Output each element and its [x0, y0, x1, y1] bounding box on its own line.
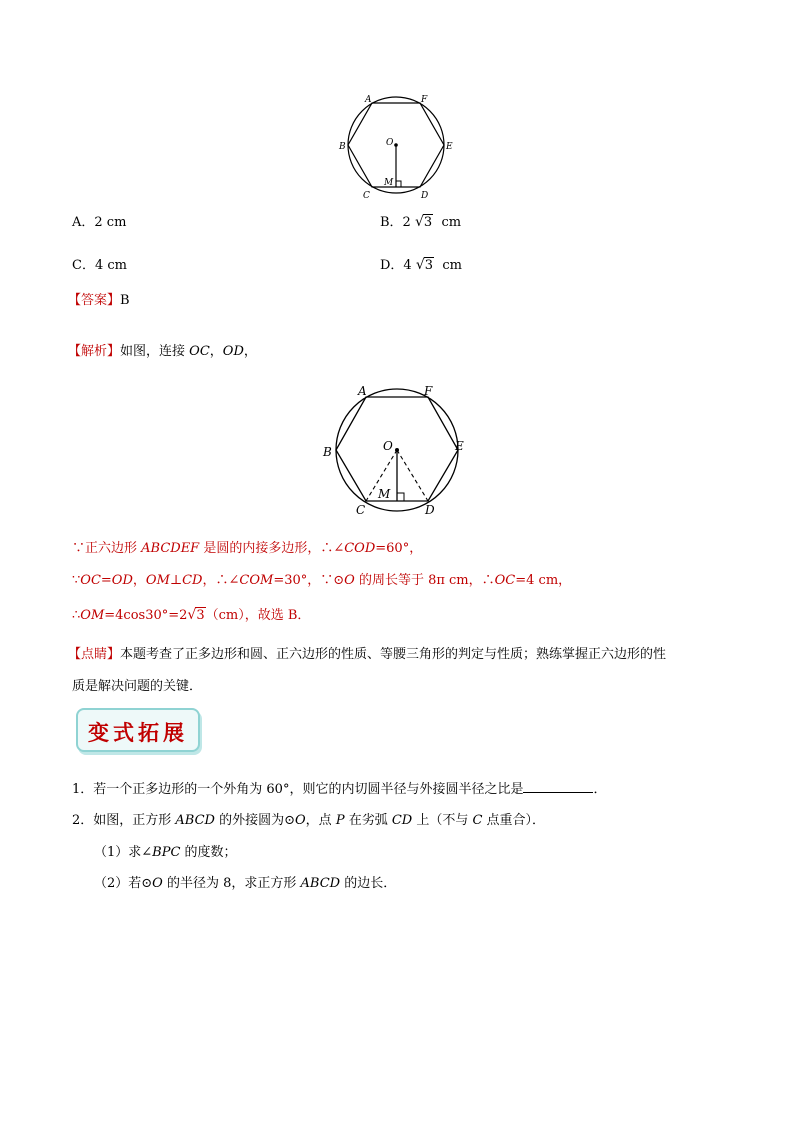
proof-radicand: 3 [196, 608, 205, 623]
proof-line-2 [72, 569, 571, 588]
sqrt-symbol: √3 [187, 607, 205, 623]
label-a: A [358, 384, 367, 398]
label-a: A [365, 95, 372, 105]
option-b-unit: cm [441, 215, 462, 230]
exercise-var: BPC [152, 845, 181, 860]
exercise-text: ，点 [305, 813, 336, 828]
proof-var: CD [182, 573, 203, 588]
answer-value: B [120, 293, 130, 308]
proof-text: 的周长等于 8π cm，∴ [354, 573, 495, 588]
label-c: C [363, 191, 370, 200]
answer-blank[interactable] [523, 780, 593, 793]
proof-text: = [100, 573, 112, 588]
proof-text: 是圆的内接多边形，∴∠ [199, 541, 345, 556]
label-o: O [386, 138, 394, 148]
proof-var: COM [239, 573, 274, 588]
option-d-unit: cm [442, 258, 462, 273]
proof-text: ∴ [72, 608, 81, 623]
analysis-tag: 【解析】 [68, 344, 121, 359]
sqrt-symbol: √3 [414, 214, 433, 230]
sqrt-symbol: √3 [415, 257, 434, 273]
label-e: E [455, 439, 464, 453]
analysis-oc: OC [189, 344, 210, 359]
label-f: F [424, 384, 433, 398]
label-b: B [323, 445, 332, 459]
label-d: D [421, 191, 429, 200]
exercise-text: 的边长． [340, 876, 397, 891]
proof-var: OM [80, 608, 105, 623]
exercise-text: 上（不与 [412, 813, 473, 828]
proof-var: OC [80, 573, 101, 588]
exercise-text: （2）若⊙ [94, 876, 153, 891]
option-a: A．2 cm [72, 215, 127, 230]
figure-hexagon-small [336, 90, 466, 200]
right-angle-mark [397, 493, 404, 501]
proof-text: ，∴∠ [202, 573, 240, 588]
option-b [380, 211, 461, 230]
analysis-od: OD [222, 344, 244, 359]
section-banner [76, 708, 200, 752]
label-f: F [421, 95, 428, 105]
proof-text: =4cos30°=2 [104, 608, 188, 623]
comment-line-2: 质是解决问题的关键． [72, 679, 203, 694]
option-b-prefix: B．2 [380, 215, 411, 230]
option-c: C．4 cm [72, 258, 127, 273]
proof-var: OM [145, 573, 170, 588]
label-b: B [339, 142, 346, 152]
proof-var: OC [494, 573, 516, 588]
label-m: M [384, 178, 394, 188]
exercise-2-part-1 [94, 841, 237, 860]
section-title: 变式拓展 [88, 720, 188, 745]
proof-var: O [344, 573, 355, 588]
proof-text: ∵正六边形 [72, 541, 142, 556]
exercise-var: ABCD [300, 876, 341, 891]
figure-hexagon-large [318, 380, 478, 520]
analysis-sep: ， [209, 344, 223, 359]
center-dot [394, 143, 398, 147]
proof-var: ABCDEF [141, 541, 200, 556]
exercise-text: ． [593, 782, 607, 797]
comment-line-1 [68, 643, 666, 662]
proof-text: =4 cm， [515, 573, 572, 588]
label-d: D [425, 503, 435, 517]
exercise-1 [72, 778, 606, 797]
exercise-var: ABCD [175, 813, 215, 828]
option-d-radicand: 3 [424, 258, 434, 273]
proof-text: ∵ [72, 573, 81, 588]
proof-text: （cm），故选 B． [205, 608, 311, 623]
proof-var: COD [344, 541, 376, 556]
option-d [380, 254, 462, 273]
label-o: O [383, 439, 393, 453]
proof-text: ， [132, 573, 146, 588]
label-m: M [378, 487, 391, 501]
proof-text: ⊥ [169, 573, 183, 588]
exercise-var: C [472, 813, 483, 828]
proof-line-1 [72, 537, 422, 556]
exercise-text: 的半径为 8，求正方形 [162, 876, 301, 891]
proof-line-3 [72, 604, 310, 623]
analysis-end: ， [243, 344, 257, 359]
option-d-prefix: D．4 [380, 258, 412, 273]
answer-tag: 【答案】 [68, 293, 121, 308]
exercise-2-part-2 [94, 872, 396, 891]
exercise-var: O [295, 813, 306, 828]
exercise-var: CD [391, 813, 413, 828]
comment-tag: 【点睛】 [68, 647, 121, 662]
analysis-line [68, 340, 257, 359]
center-dot [395, 448, 399, 452]
comment-text-1: 本题考查了正多边形和圆、正六边形的性质、等腰三角形的判定与性质；熟练掌握正六边形的性 [120, 647, 667, 662]
proof-text: =30°，∵⊙ [273, 573, 345, 588]
exercise-2 [72, 809, 545, 828]
exercise-text: （1）求∠ [94, 845, 153, 860]
right-angle-mark [396, 181, 401, 187]
label-e: E [446, 142, 453, 152]
exercise-text: 点重合）． [482, 813, 546, 828]
exercise-text: 的度数； [180, 845, 237, 860]
exercise-var: O [152, 876, 163, 891]
exercise-text: 在劣弧 [344, 813, 392, 828]
proof-var: OD [111, 573, 133, 588]
exercise-text: 1．若一个正多边形的一个外角为 60°，则它的内切圆半径与外接圆半径之比是 [72, 782, 524, 797]
option-b-radicand: 3 [423, 215, 433, 230]
exercise-var: P [335, 813, 345, 828]
exercise-text: 2．如图，正方形 [72, 813, 176, 828]
analysis-intro: 如图，连接 [120, 344, 190, 359]
label-c: C [356, 503, 366, 517]
answer-line [68, 289, 130, 308]
proof-text: =60°， [375, 541, 423, 556]
exercise-text: 的外接圆为⊙ [214, 813, 295, 828]
